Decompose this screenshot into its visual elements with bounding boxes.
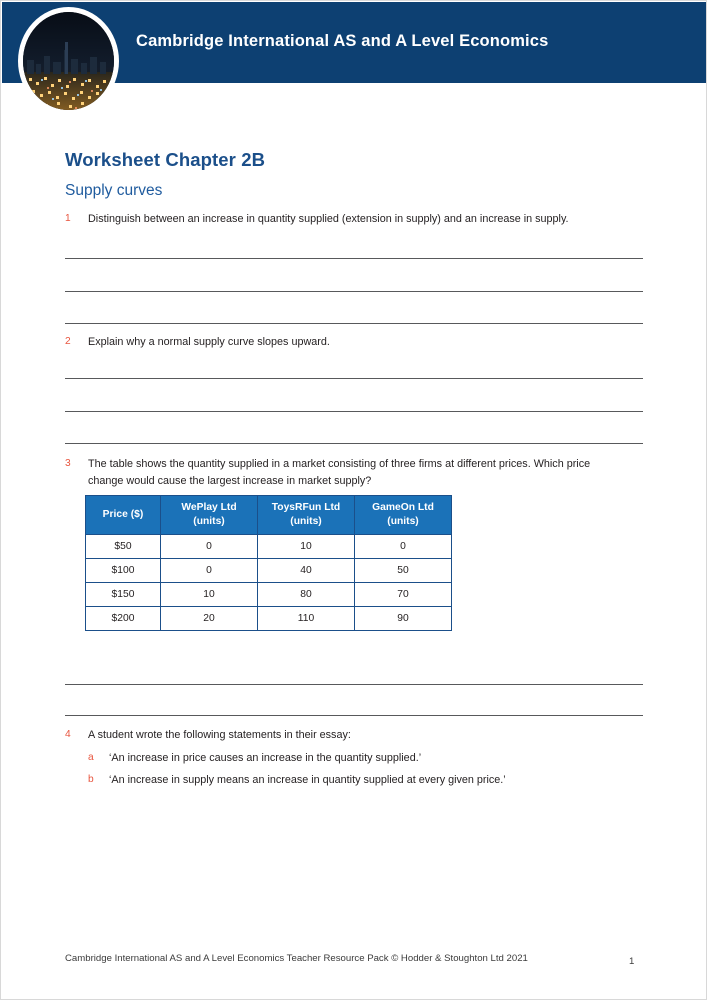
question-number-2: 2: [65, 336, 71, 347]
cell-gameon: 70: [355, 583, 452, 607]
table-row: [86, 535, 452, 559]
table-row: [86, 583, 452, 607]
table-row: [86, 559, 452, 583]
cell-toysrfun: 10: [258, 535, 355, 559]
cell-toysrfun: 110: [258, 607, 355, 631]
column-header-toysrfun: [258, 496, 355, 535]
column-header-weplay-units: (units): [193, 516, 225, 527]
answer-line[interactable]: [65, 323, 643, 324]
question-text-3: The table shows the quantity supplied in a market consisting of three firms at different prices. Which price change would cause the largest increase in market supply?: [88, 458, 591, 487]
answer-line[interactable]: [65, 258, 643, 259]
cell-toysrfun: 40: [258, 559, 355, 583]
page-title: Worksheet Chapter 2B: [65, 149, 266, 170]
logo-circle: [18, 7, 119, 115]
cell-weplay: 0: [161, 535, 258, 559]
cell-price: $50: [86, 535, 161, 559]
column-header-toysrfun-label: ToysRFun Ltd: [271, 502, 341, 513]
cell-weplay: 0: [161, 559, 258, 583]
question-text-1: Distinguish between an increase in quantity supplied (extension in supply) and an increase in supply.: [88, 213, 569, 225]
question-number-1: 1: [65, 213, 71, 224]
answer-line[interactable]: [65, 378, 643, 379]
cell-weplay: 10: [161, 583, 258, 607]
table-header-row: [86, 496, 452, 535]
subquestion-label-b: b: [88, 774, 94, 785]
answer-line[interactable]: [65, 715, 643, 716]
question-number-4: 4: [65, 729, 71, 740]
cell-gameon: 0: [355, 535, 452, 559]
question-text-4: A student wrote the following statements in their essay:: [88, 729, 351, 741]
column-header-gameon-units: (units): [387, 516, 419, 527]
cell-price: $200: [86, 607, 161, 631]
subquestion-text-a: ‘An increase in price causes an increase in the quantity supplied.’: [109, 752, 422, 764]
column-header-price: [86, 496, 161, 535]
supply-table: [85, 495, 452, 631]
cell-gameon: 90: [355, 607, 452, 631]
column-header-gameon-label: GameOn Ltd: [372, 502, 434, 513]
answer-line[interactable]: [65, 411, 643, 412]
subquestion-label-a: a: [88, 752, 94, 763]
subquestion-text-b: ‘An increase in supply means an increase in quantity supplied at every given price.’: [109, 774, 506, 786]
answer-line[interactable]: [65, 291, 643, 292]
table-row: [86, 607, 452, 631]
cell-toysrfun: 80: [258, 583, 355, 607]
column-header-weplay-label: WePlay Ltd: [181, 502, 237, 513]
column-header-toysrfun-units: (units): [290, 516, 322, 527]
question-number-3: 3: [65, 458, 71, 469]
column-header-gameon: [355, 496, 452, 535]
cell-weplay: 20: [161, 607, 258, 631]
cell-price: $100: [86, 559, 161, 583]
answer-line[interactable]: [65, 443, 643, 444]
footer-text: Cambridge International AS and A Level Economics Teacher Resource Pack © Hodder & Stoughton Ltd 2021: [65, 953, 528, 964]
answer-line[interactable]: [65, 684, 643, 685]
cell-gameon: 50: [355, 559, 452, 583]
header-title: Cambridge International AS and A Level Economics: [136, 32, 549, 50]
column-header-weplay: [161, 496, 258, 535]
page-subtitle: Supply curves: [65, 182, 163, 199]
page-number: 1: [629, 956, 635, 967]
column-header-price-label: Price ($): [102, 509, 144, 520]
cell-price: $150: [86, 583, 161, 607]
night-cityscape-icon: [23, 12, 114, 110]
question-text-2: Explain why a normal supply curve slopes upward.: [88, 336, 330, 348]
